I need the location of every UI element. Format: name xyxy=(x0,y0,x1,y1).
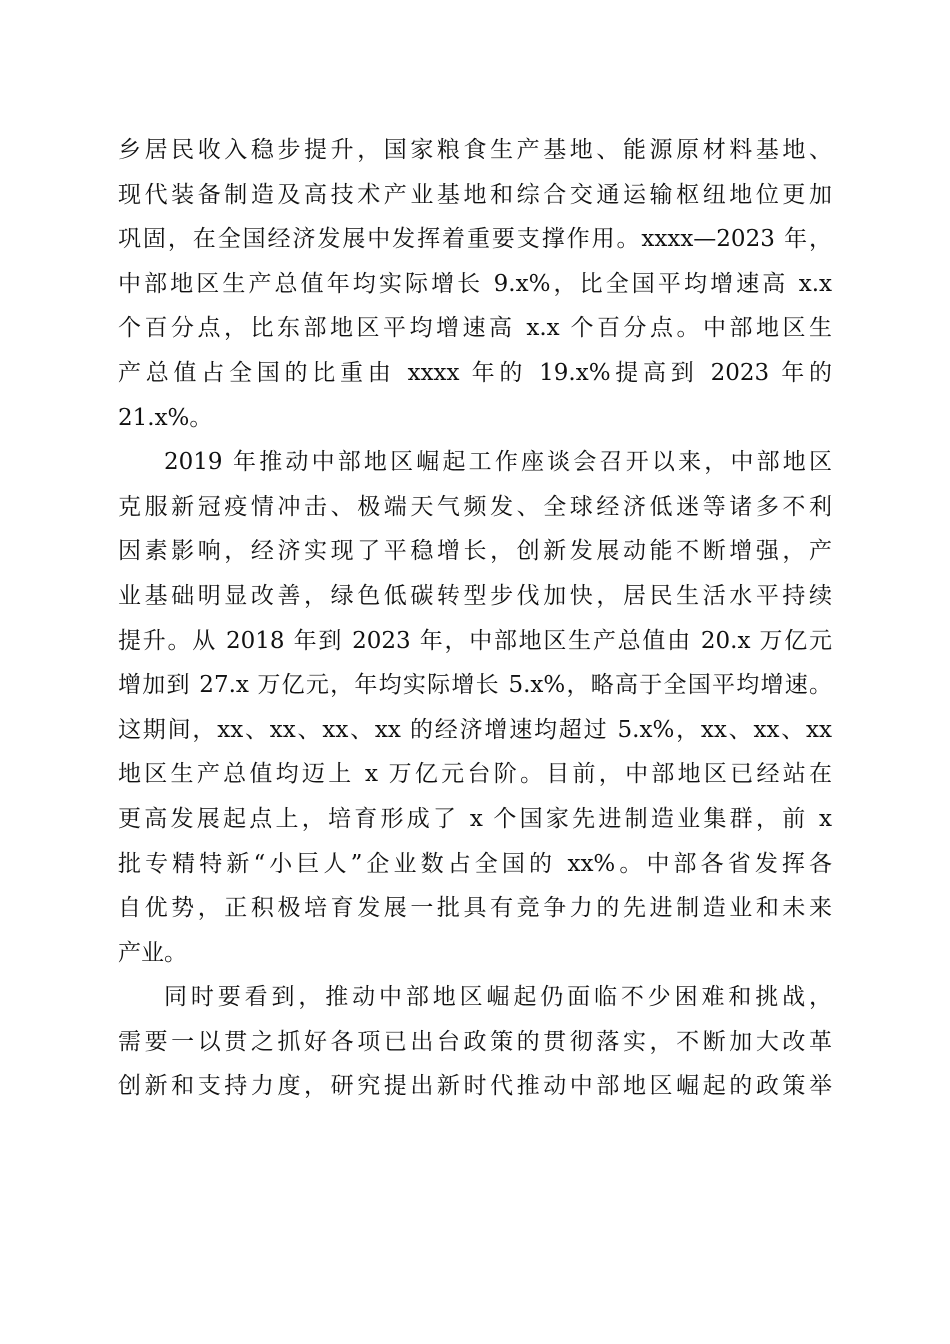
text-line: 需要一以贯之抓好各项已出台政策的贯彻落实，不断加大改革 xyxy=(118,1028,832,1055)
text-line: 自优势，正积极培育发展一批具有竞争力的先进制造业和未来 xyxy=(118,895,832,922)
text-line: 地区生产总值均迈上 x 万亿元台阶。目前，中部地区已经站在 xyxy=(118,761,832,788)
paragraph-1 xyxy=(118,128,832,440)
text-line: 个百分点，比东部地区平均增速高 x.x 个百分点。中部地区生 xyxy=(118,315,832,342)
text-line: 提升。从 2018 年到 2023 年，中部地区生产总值由 20.x 万亿元 xyxy=(118,627,832,654)
text-line: 21.x%。 xyxy=(118,404,213,431)
text-line: 克服新冠疫情冲击、极端天气频发、全球经济低迷等诸多不利 xyxy=(118,493,832,520)
text-line: 巩固，在全国经济发展中发挥着重要支撑作用。xxxx—2023 年， xyxy=(118,226,832,253)
text-line: 中部地区生产总值年均实际增长 9.x%，比全国平均增速高 x.x xyxy=(118,270,832,297)
text-line: 同时要看到，推动中部地区崛起仍面临不少困难和挑战， xyxy=(164,984,832,1011)
paragraph-3 xyxy=(118,975,832,1109)
text-line: 这期间，xx、xx、xx、xx 的经济增速均超过 5.x%，xx、xx、xx xyxy=(118,716,832,743)
text-line: 产总值占全国的比重由 xxxx 年的 19.x%提高到 2023 年的 xyxy=(118,359,832,386)
paragraph-2 xyxy=(118,440,832,975)
text-line: 乡居民收入稳步提升，国家粮食生产基地、能源原材料基地、 xyxy=(118,137,832,163)
text-line: 业基础明显改善，绿色低碳转型步伐加快，居民生活水平持续 xyxy=(118,582,832,609)
text-line: 批专精特新“小巨人”企业数占全国的 xx%。中部各省发挥各 xyxy=(118,850,832,877)
text-line: 更高发展起点上，培育形成了 x 个国家先进制造业集群，前 x xyxy=(118,805,832,832)
text-line: 增加到 27.x 万亿元，年均实际增长 5.x%，略高于全国平均增速。 xyxy=(118,672,832,699)
text-line: 创新和支持力度，研究提出新时代推动中部地区崛起的政策举 xyxy=(118,1073,832,1100)
text-line: 现代装备制造及高技术产业基地和综合交通运输枢纽地位更加 xyxy=(118,181,832,208)
text-line: 产业。 xyxy=(118,939,187,966)
text-line: 2019 年推动中部地区崛起工作座谈会召开以来，中部地区 xyxy=(164,449,832,476)
document-body xyxy=(118,128,832,1109)
text-line: 因素影响，经济实现了平稳增长，创新发展动能不断增强，产 xyxy=(118,538,832,565)
